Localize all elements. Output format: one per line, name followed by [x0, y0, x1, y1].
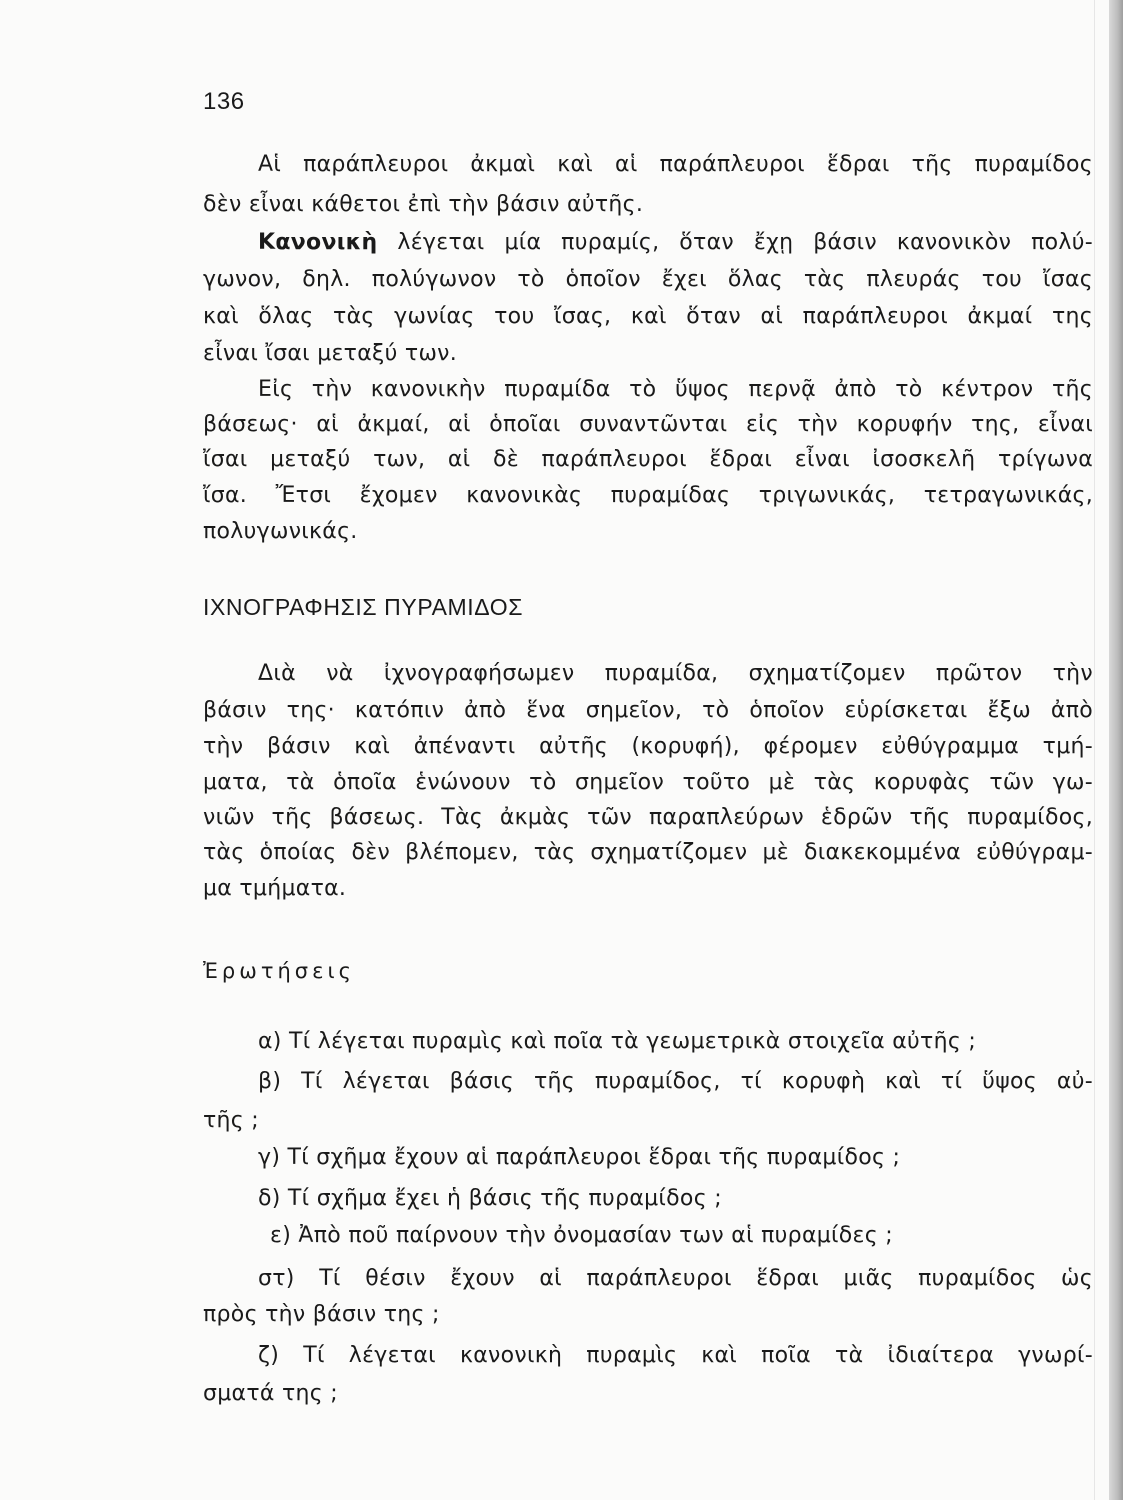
paragraph-4-line-2: βάσιν της· κατόπιν ἀπὸ ἕνα σημεῖον, τὸ ὁποῖον εὑρίσκεται ἔξω ἀπὸ — [203, 698, 1093, 723]
paragraph-3-line-4: ἴσα. Ἔτσι ἔχομεν κανονικὰς πυραμίδας τριγωνικάς, τετραγωνικάς, — [203, 483, 1093, 508]
question-a: α) Τί λέγεται πυραμὶς καὶ ποῖα τὰ γεωμετρικὰ στοιχεῖα αὐτῆς ; — [258, 1029, 977, 1054]
question-b-line-2: τῆς ; — [203, 1108, 260, 1133]
paragraph-2-line-1-rest: λέγεται μία πυραμίς, ὅταν ἔχῃ βάσιν κανονικὸν πολύ- — [397, 230, 1093, 255]
question-z-line-2: σματά της ; — [203, 1381, 338, 1406]
paragraph-4-line-6: τὰς ὁποίας δὲν βλέπομεν, τὰς σχηματίζομεν μὲ διακεκομμένα εὐθύγραμ- — [203, 840, 1093, 865]
paragraph-2-line-2: γωνον, δηλ. πολύγωνον τὸ ὁποῖον ἔχει ὅλας τὰς πλευράς του ἴσας — [203, 267, 1093, 292]
section-heading: ΙΧΝΟΓΡΑΦΗΣΙΣ ΠΥΡΑΜΙΔΟΣ — [203, 594, 524, 620]
term-kanoniki: Κανονικὴ — [258, 230, 378, 255]
paragraph-4-line-1: Διὰ νὰ ἰχνογραφήσωμεν πυραμίδα, σχηματίζομεν πρῶτον τὴν — [258, 661, 1093, 686]
paragraph-3-line-3: ἴσαι μεταξύ των, αἱ δὲ παράπλευροι ἕδραι εἶναι ἰσοσκελῆ τρίγωνα — [203, 447, 1093, 472]
page-fold-line — [1094, 0, 1095, 1500]
question-st-line-2: πρὸς τὴν βάσιν της ; — [203, 1302, 440, 1327]
page-number: 136 — [203, 88, 245, 115]
paragraph-2-line-3: καὶ ὅλας τὰς γωνίας του ἴσας, καὶ ὅταν αἱ παράπλευροι ἀκμαί της — [203, 304, 1093, 329]
questions-title: Ἐρωτήσεις — [203, 959, 355, 983]
paragraph-1-line-2: δὲν εἶναι κάθετοι ἐπὶ τὴν βάσιν αὐτῆς. — [203, 192, 644, 217]
question-z-line-1: ζ) Τί λέγεται κανονικὴ πυραμὶς καὶ ποῖα τὰ ἰδιαίτερα γνωρί- — [258, 1343, 1093, 1368]
paragraph-1-line-1: Αἱ παράπλευροι ἀκμαὶ καὶ αἱ παράπλευροι ἕδραι τῆς πυραμίδος — [258, 152, 1093, 177]
paragraph-3-line-1: Εἰς τὴν κανονικὴν πυραμίδα τὸ ὕψος περνᾷ ἀπὸ τὸ κέντρον τῆς — [258, 377, 1093, 402]
paragraph-3-line-2: βάσεως· αἱ ἀκμαί, αἱ ὁποῖαι συναντῶνται εἰς τὴν κορυφήν της, εἶναι — [203, 412, 1093, 437]
paragraph-4-line-5: νιῶν τῆς βάσεως. Τὰς ἀκμὰς τῶν παραπλεύρων ἑδρῶν τῆς πυραμίδος, — [203, 805, 1093, 830]
paragraph-4-line-7: μα τμήματα. — [203, 876, 347, 901]
question-d: δ) Τί σχῆμα ἔχει ἡ βάσις τῆς πυραμίδος ; — [258, 1186, 722, 1211]
paragraph-4-line-3: τὴν βάσιν καὶ ἀπέναντι αὐτῆς (κορυφή), φέρομεν εὐθύγραμμα τμή- — [203, 734, 1093, 759]
page-edge-shadow — [1109, 0, 1123, 1500]
question-c: γ) Τί σχῆμα ἔχουν αἱ παράπλευροι ἕδραι τῆς πυραμίδος ; — [258, 1145, 901, 1170]
paragraph-2-line-4: εἶναι ἴσαι μεταξύ των. — [203, 341, 458, 366]
question-e: ε) Ἀπὸ ποῦ παίρνουν τὴν ὀνομασίαν των αἱ πυραμίδες ; — [270, 1223, 893, 1248]
paragraph-4-line-4: ματα, τὰ ὁποῖα ἑνώνουν τὸ σημεῖον τοῦτο μὲ τὰς κορυφὰς τῶν γω- — [203, 770, 1093, 795]
paragraph-3-line-5: πολυγωνικάς. — [203, 519, 358, 544]
question-b-line-1: β) Τί λέγεται βάσις τῆς πυραμίδος, τί κορυφὴ καὶ τί ὕψος αὐ- — [258, 1069, 1093, 1094]
question-st-line-1: στ) Τί θέσιν ἔχουν αἱ παράπλευροι ἕδραι μιᾶς πυραμίδος ὡς — [258, 1266, 1093, 1291]
paragraph-2-line-1 — [258, 230, 1093, 256]
